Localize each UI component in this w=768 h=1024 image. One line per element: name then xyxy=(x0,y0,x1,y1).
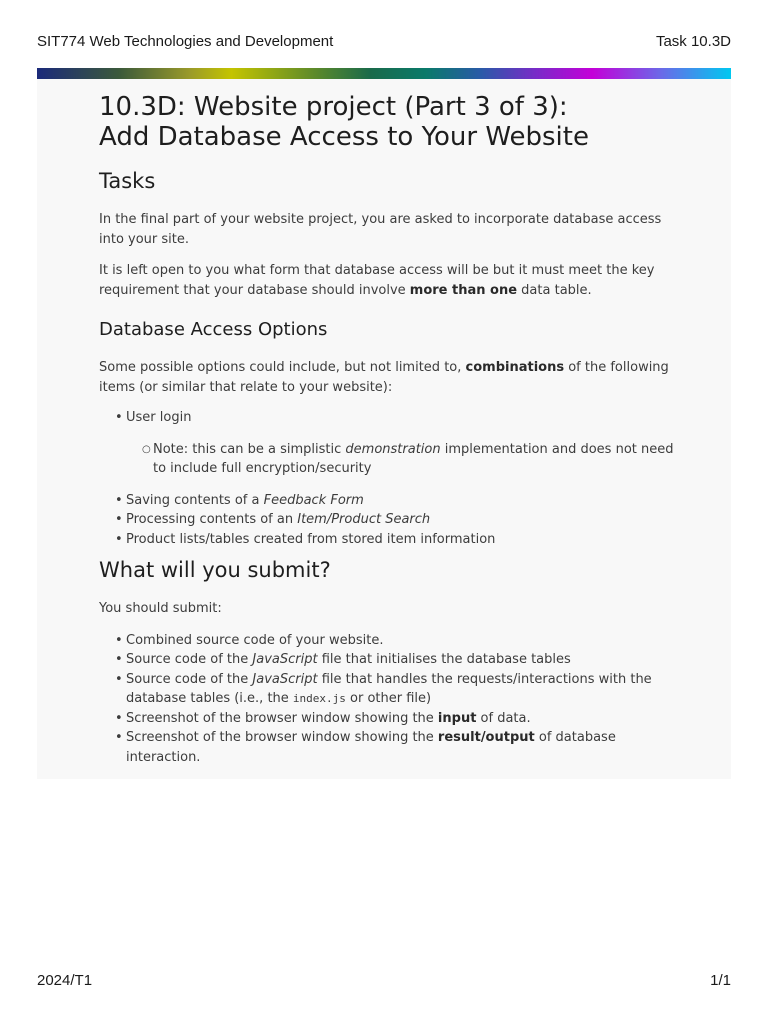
submit-paragraph: You should submit: xyxy=(99,601,222,616)
options-sublist xyxy=(99,440,674,479)
list-item-user-login: • User login xyxy=(115,410,192,425)
list-item-handler-js: • Source code of the JavaScript file that handles the requests/interactions with the database tables (i.e., the index.js or other file) xyxy=(115,671,652,706)
submit-list xyxy=(99,631,674,768)
document-content xyxy=(99,92,674,779)
page-footer xyxy=(37,972,731,989)
list-item-product-search: • Processing contents of an Item/Product Search xyxy=(115,512,431,527)
term-label: 2024/T1 xyxy=(37,972,93,989)
list-item-input-screenshot: • Screenshot of the browser window showing the input of data. xyxy=(115,710,531,726)
list-item-product-lists: • Product lists/tables created from stored item information xyxy=(115,531,496,547)
tasks-intro-paragraph: In the final part of your website project, you are asked to incorporate database access into your site. xyxy=(99,212,662,247)
list-item-login-note: ○ Note: this can be a simplistic demonstration implementation and does not need to include full encryption/security xyxy=(142,441,674,476)
page-title: 10.3D: Website project (Part 3 of 3): Add Database Access to Your Website xyxy=(99,92,589,152)
page-header xyxy=(37,33,731,50)
list-item-feedback-form: • Saving contents of a Feedback Form xyxy=(115,492,364,508)
page-number: 1/1 xyxy=(710,972,731,989)
course-title: SIT774 Web Technologies and Development xyxy=(37,33,334,50)
tasks-requirement-paragraph: It is left open to you what form that database access will be but it must meet the key requirement that your database should involve more than one data table. xyxy=(99,263,655,298)
submit-heading: What will you submit? xyxy=(99,558,331,582)
header-gradient-bar xyxy=(37,68,731,79)
options-list-continued xyxy=(99,491,674,550)
list-item-source-code: • Combined source code of your website. xyxy=(115,632,384,648)
options-paragraph: Some possible options could include, but not limited to, combinations of the following items (or similar that relate to your website): xyxy=(99,360,669,395)
options-list xyxy=(99,408,674,428)
task-label: Task 10.3D xyxy=(655,33,731,50)
options-heading: Database Access Options xyxy=(99,319,328,340)
tasks-heading: Tasks xyxy=(99,169,156,193)
list-item-init-js: • Source code of the JavaScript file that initialises the database tables xyxy=(115,652,571,667)
list-item-output-screenshot: • Screenshot of the browser window showing the result/output of database interaction. xyxy=(115,730,616,765)
